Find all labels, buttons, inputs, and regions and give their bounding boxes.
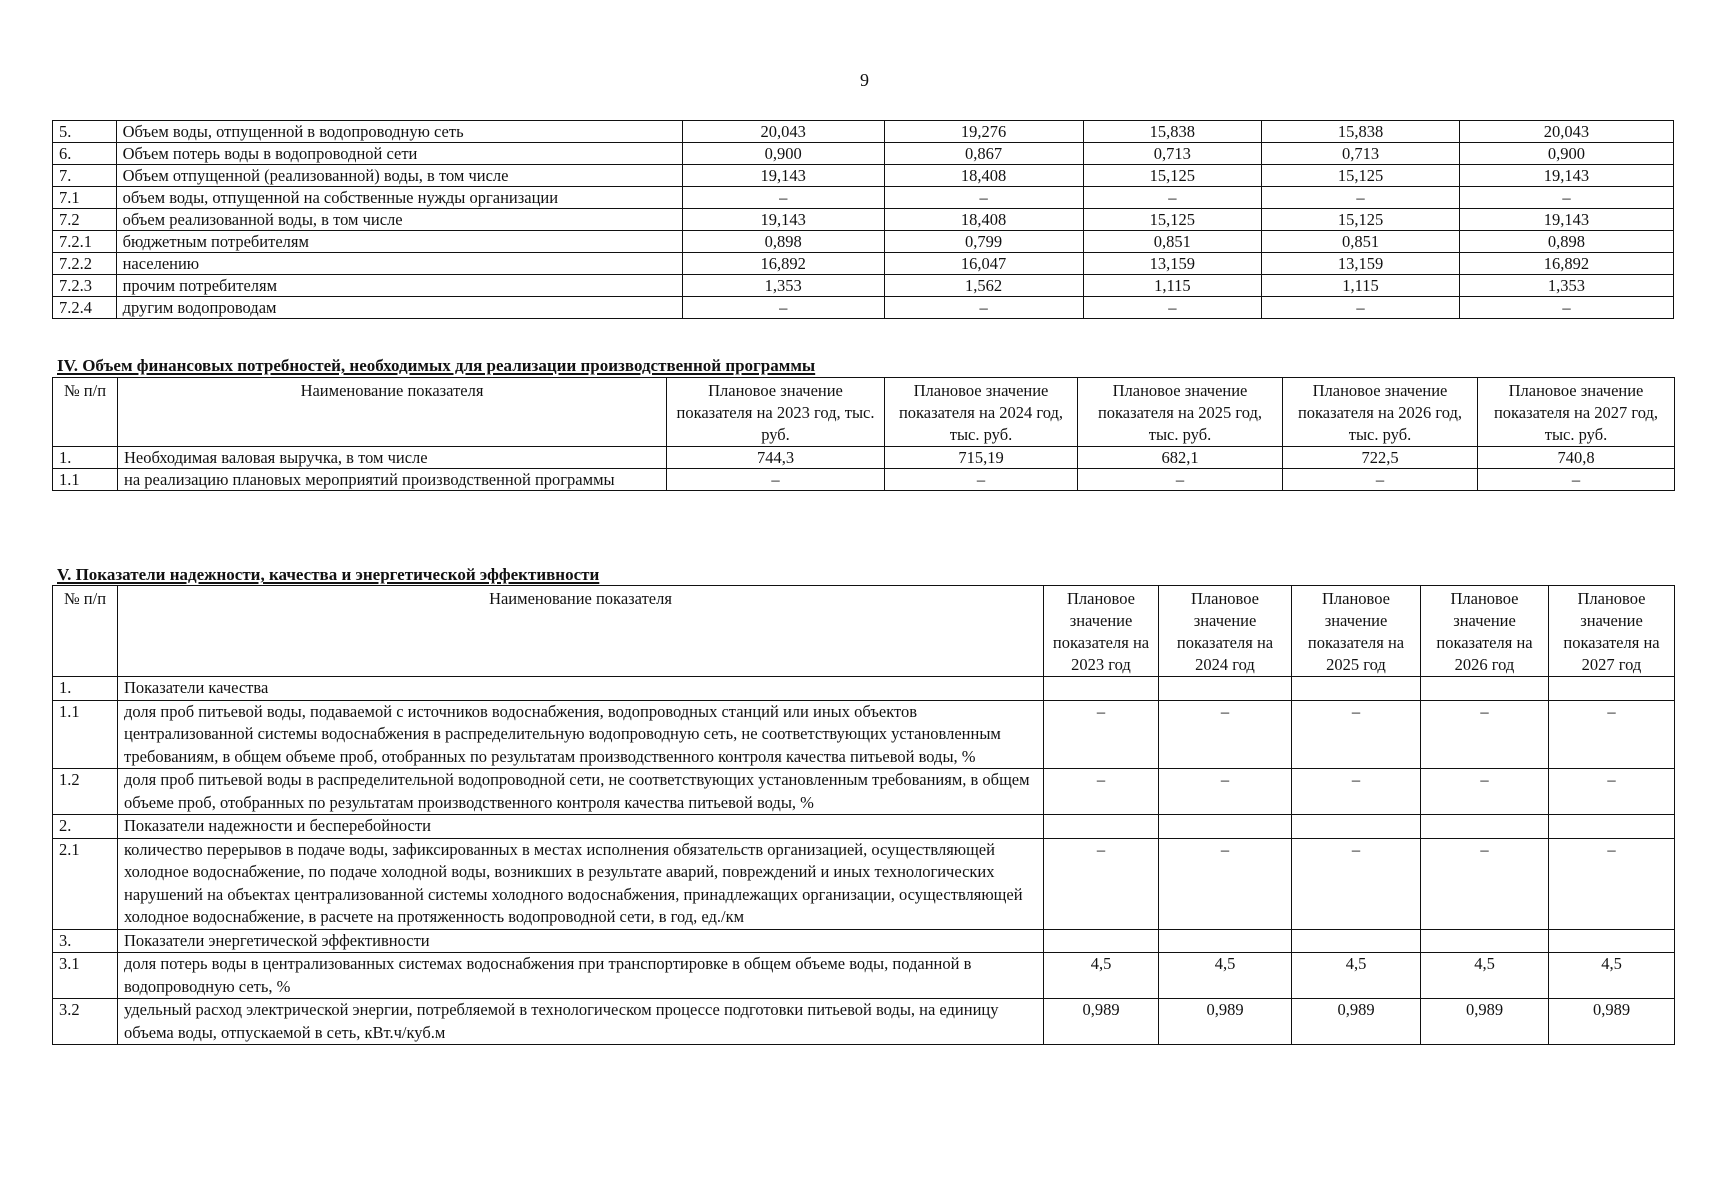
table-row	[53, 165, 1674, 187]
value-cell: 20,043	[682, 121, 884, 143]
indicator-name-cell: объем воды, отпущенной на собственные нужды организации	[116, 187, 682, 209]
table-row	[53, 999, 1675, 1045]
value-cell: –	[1421, 700, 1549, 769]
value-cell: 19,143	[682, 165, 884, 187]
indicator-name-cell: объем реализованной воды, в том числе	[116, 209, 682, 231]
value-cell: –	[682, 187, 884, 209]
value-cell	[1292, 677, 1421, 701]
value-cell: 20,043	[1459, 121, 1673, 143]
indicator-name-cell: количество перерывов в подаче воды, зафиксированных в местах исполнения обязательств организацией, осуществляющей холодное водоснабжение, по подаче холодной воды, возникших в результате аварий, повреждений и иных технологических нарушений на объектах централизованной системы холодного водоснабжения, принадлежащих организации, осуществляющей холодное водоснабжение, в расчете на протяженность водопроводной сети, в год, ед./км	[118, 838, 1044, 929]
value-cell: –	[667, 469, 885, 491]
value-cell: 13,159	[1083, 253, 1262, 275]
table-row	[53, 253, 1674, 275]
financial-needs-table	[52, 377, 1675, 491]
indicator-name-cell: населению	[116, 253, 682, 275]
value-cell	[1549, 929, 1675, 953]
value-cell: 15,838	[1083, 121, 1262, 143]
value-cell: 715,19	[885, 447, 1078, 469]
value-cell	[1044, 815, 1159, 839]
value-cell: 0,989	[1292, 999, 1421, 1045]
value-cell	[1159, 677, 1292, 701]
table-row	[53, 297, 1674, 319]
table-row	[53, 815, 1675, 839]
value-cell: 4,5	[1549, 953, 1675, 999]
value-cell: 740,8	[1478, 447, 1675, 469]
row-number-cell: 7.2.1	[53, 231, 117, 253]
value-cell: 0,898	[682, 231, 884, 253]
value-cell: –	[1459, 187, 1673, 209]
value-cell: 18,408	[884, 165, 1083, 187]
value-cell: –	[1083, 187, 1262, 209]
reliability-quality-table	[52, 585, 1675, 1045]
row-number-cell: 7.2.3	[53, 275, 117, 297]
indicator-name-cell: Необходимая валовая выручка, в том числе	[118, 447, 667, 469]
value-cell: 18,408	[884, 209, 1083, 231]
value-cell: 0,851	[1262, 231, 1460, 253]
table-header-row	[53, 586, 1675, 677]
column-header-2026: Плановое значение показателя на 2026 год, тыс. руб.	[1283, 378, 1478, 447]
indicator-name-cell: Объем воды, отпущенной в водопроводную сеть	[116, 121, 682, 143]
value-cell: 16,047	[884, 253, 1083, 275]
value-cell	[1421, 815, 1549, 839]
value-cell: –	[1292, 769, 1421, 815]
column-header-number: № п/п	[53, 586, 118, 677]
value-cell: 1,353	[682, 275, 884, 297]
value-cell: –	[1478, 469, 1675, 491]
value-cell	[1292, 815, 1421, 839]
value-cell: –	[1549, 769, 1675, 815]
column-header-2023: Плановое значение показателя на 2023 год	[1044, 586, 1159, 677]
value-cell: –	[1292, 700, 1421, 769]
column-header-name: Наименование показателя	[118, 378, 667, 447]
value-cell: –	[1283, 469, 1478, 491]
value-cell: 682,1	[1078, 447, 1283, 469]
row-number-cell: 1.1	[53, 700, 118, 769]
column-header-2023: Плановое значение показателя на 2023 год, тыс. руб.	[667, 378, 885, 447]
value-cell: 16,892	[1459, 253, 1673, 275]
value-cell: –	[884, 297, 1083, 319]
row-number-cell: 1.1	[53, 469, 118, 491]
value-cell: –	[1159, 769, 1292, 815]
indicator-name-cell: удельный расход электрической энергии, потребляемой в технологическом процессе подготовки питьевой воды, на единицу объема воды, отпускаемой в сеть, кВт.ч/куб.м	[118, 999, 1044, 1045]
table-row	[53, 231, 1674, 253]
row-number-cell: 3.	[53, 929, 118, 953]
value-cell	[1044, 677, 1159, 701]
value-cell: –	[1159, 838, 1292, 929]
value-cell: 16,892	[682, 253, 884, 275]
value-cell: –	[1159, 700, 1292, 769]
value-cell	[1549, 677, 1675, 701]
column-header-2025: Плановое значение показателя на 2025 год, тыс. руб.	[1078, 378, 1283, 447]
value-cell: 19,143	[682, 209, 884, 231]
value-cell	[1044, 929, 1159, 953]
row-number-cell: 1.2	[53, 769, 118, 815]
value-cell: –	[1421, 838, 1549, 929]
value-cell	[1159, 815, 1292, 839]
value-cell: 1,562	[884, 275, 1083, 297]
column-header-2024: Плановое значение показателя на 2024 год	[1159, 586, 1292, 677]
table-row	[53, 769, 1675, 815]
value-cell: –	[1044, 838, 1159, 929]
section-5-title: V. Показатели надежности, качества и энергетической эффективности	[57, 565, 600, 584]
row-number-cell: 3.2	[53, 999, 118, 1045]
indicator-name-cell: доля проб питьевой воды, подаваемой с источников водоснабжения, водопроводных станций или иных объектов централизованной системы водоснабжения в распределительную водопроводную сеть, не соответствующих установленным требованиям, в общем объеме проб, отобранных по результатам производственного контроля качества питьевой воды, %	[118, 700, 1044, 769]
value-cell	[1421, 677, 1549, 701]
value-cell: 0,989	[1421, 999, 1549, 1045]
row-number-cell: 7.2	[53, 209, 117, 231]
table-row	[53, 469, 1675, 491]
value-cell: 15,125	[1083, 209, 1262, 231]
value-cell: 15,125	[1083, 165, 1262, 187]
value-cell: –	[1292, 838, 1421, 929]
value-cell: –	[885, 469, 1078, 491]
table-row	[53, 143, 1674, 165]
row-number-cell: 7.1	[53, 187, 117, 209]
value-cell: 4,5	[1292, 953, 1421, 999]
value-cell	[1549, 815, 1675, 839]
value-cell: –	[682, 297, 884, 319]
value-cell: 4,5	[1159, 953, 1292, 999]
column-header-2026: Плановое значение показателя на 2026 год	[1421, 586, 1549, 677]
value-cell: 0,900	[682, 143, 884, 165]
row-number-cell: 1.	[53, 677, 118, 701]
value-cell: 744,3	[667, 447, 885, 469]
table-row	[53, 447, 1675, 469]
value-cell: 1,353	[1459, 275, 1673, 297]
table-row	[53, 187, 1674, 209]
value-cell: 0,713	[1083, 143, 1262, 165]
value-cell: 15,125	[1262, 165, 1460, 187]
table-row	[53, 677, 1675, 701]
value-cell: –	[1262, 297, 1460, 319]
table-row	[53, 275, 1674, 297]
column-header-2027: Плановое значение показателя на 2027 год, тыс. руб.	[1478, 378, 1675, 447]
value-cell	[1159, 929, 1292, 953]
indicator-name-cell: доля проб питьевой воды в распределительной водопроводной сети, не соответствующих установленным требованиям, в общем объеме проб, отобранных по результатам производственного контроля качества питьевой воды, %	[118, 769, 1044, 815]
table-header-row	[53, 378, 1675, 447]
value-cell: 1,115	[1262, 275, 1460, 297]
row-number-cell: 6.	[53, 143, 117, 165]
row-number-cell: 7.2.4	[53, 297, 117, 319]
row-number-cell: 5.	[53, 121, 117, 143]
indicator-name-cell: другим водопроводам	[116, 297, 682, 319]
row-number-cell: 3.1	[53, 953, 118, 999]
value-cell: –	[1421, 769, 1549, 815]
section-4-title: IV. Объем финансовых потребностей, необходимых для реализации производственной программы	[57, 356, 816, 375]
value-cell: –	[1549, 838, 1675, 929]
value-cell: 4,5	[1044, 953, 1159, 999]
value-cell: 19,143	[1459, 209, 1673, 231]
value-cell: –	[884, 187, 1083, 209]
value-cell: –	[1044, 700, 1159, 769]
value-cell: 15,125	[1262, 209, 1460, 231]
table-row	[53, 700, 1675, 769]
value-cell: 0,900	[1459, 143, 1673, 165]
row-number-cell: 7.	[53, 165, 117, 187]
value-cell: 722,5	[1283, 447, 1478, 469]
water-volume-table	[52, 120, 1674, 319]
indicator-name-cell: на реализацию плановых мероприятий производственной программы	[118, 469, 667, 491]
value-cell: 0,851	[1083, 231, 1262, 253]
column-header-name: Наименование показателя	[118, 586, 1044, 677]
column-header-2024: Плановое значение показателя на 2024 год, тыс. руб.	[885, 378, 1078, 447]
table-row	[53, 929, 1675, 953]
indicator-name-cell: Объем отпущенной (реализованной) воды, в том числе	[116, 165, 682, 187]
value-cell: 0,989	[1159, 999, 1292, 1045]
indicator-name-cell: доля потерь воды в централизованных системах водоснабжения при транспортировке в общем объеме воды, поданной в водопроводную сеть, %	[118, 953, 1044, 999]
row-number-cell: 2.	[53, 815, 118, 839]
value-cell: –	[1078, 469, 1283, 491]
value-cell	[1421, 929, 1549, 953]
indicator-name-cell: Показатели надежности и бесперебойности	[118, 815, 1044, 839]
value-cell: –	[1262, 187, 1460, 209]
value-cell: 0,713	[1262, 143, 1460, 165]
column-header-2025: Плановое значение показателя на 2025 год	[1292, 586, 1421, 677]
indicator-name-cell: Объем потерь воды в водопроводной сети	[116, 143, 682, 165]
indicator-name-cell: Показатели энергетической эффективности	[118, 929, 1044, 953]
value-cell: 19,276	[884, 121, 1083, 143]
value-cell: 19,143	[1459, 165, 1673, 187]
page-number: 9	[860, 70, 869, 90]
row-number-cell: 2.1	[53, 838, 118, 929]
row-number-cell: 7.2.2	[53, 253, 117, 275]
table-row	[53, 121, 1674, 143]
indicator-name-cell: прочим потребителям	[116, 275, 682, 297]
value-cell: 15,838	[1262, 121, 1460, 143]
value-cell: 0,989	[1549, 999, 1675, 1045]
value-cell: 0,799	[884, 231, 1083, 253]
value-cell: –	[1459, 297, 1673, 319]
value-cell: 1,115	[1083, 275, 1262, 297]
value-cell: 13,159	[1262, 253, 1460, 275]
value-cell: –	[1549, 700, 1675, 769]
value-cell: –	[1044, 769, 1159, 815]
table-row	[53, 953, 1675, 999]
indicator-name-cell: бюджетным потребителям	[116, 231, 682, 253]
value-cell: 4,5	[1421, 953, 1549, 999]
indicator-name-cell: Показатели качества	[118, 677, 1044, 701]
row-number-cell: 1.	[53, 447, 118, 469]
table-row	[53, 209, 1674, 231]
column-header-2027: Плановое значение показателя на 2027 год	[1549, 586, 1675, 677]
value-cell	[1292, 929, 1421, 953]
value-cell: 0,989	[1044, 999, 1159, 1045]
table-row	[53, 838, 1675, 929]
value-cell: 0,867	[884, 143, 1083, 165]
value-cell: –	[1083, 297, 1262, 319]
column-header-number: № п/п	[53, 378, 118, 447]
value-cell: 0,898	[1459, 231, 1673, 253]
